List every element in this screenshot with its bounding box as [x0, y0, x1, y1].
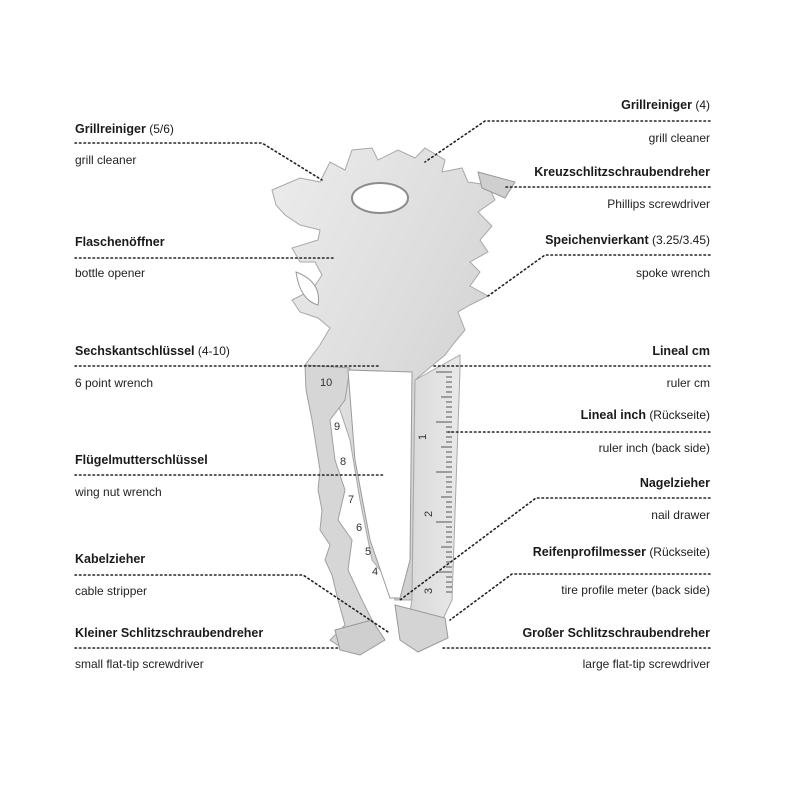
label-en-hex-wrench: 6 point wrench	[75, 376, 154, 390]
label-en-grill-cleaner-56: grill cleaner	[75, 153, 137, 167]
ruler-number-3: 3	[423, 587, 435, 594]
callout-spoke-wrench	[545, 233, 710, 247]
callout-bottle-opener	[75, 235, 165, 249]
callout-ruler-cm	[652, 344, 710, 358]
label-de-suffix: (Rückseite)	[649, 408, 710, 422]
label-de: Kreuzschlitzschraubendreher	[534, 165, 710, 179]
callout-ruler-inch	[581, 408, 710, 422]
label-de: Kabelzieher	[75, 552, 146, 566]
label-de: Nagelzieher	[639, 476, 710, 490]
label-de: Grillreiniger	[75, 122, 146, 136]
ruler-bar	[408, 355, 460, 625]
small-flat-tip	[335, 620, 385, 655]
label-en-cable-stripper: cable stripper	[75, 584, 148, 598]
label-de-suffix: (3.25/3.45)	[651, 233, 710, 247]
label-de: Speichenvierkant	[545, 233, 649, 247]
hex-size-8: 8	[340, 456, 347, 468]
label-de-suffix: (4)	[695, 98, 710, 112]
callout-phillips	[534, 165, 710, 179]
label-en-spoke-wrench: spoke wrench	[635, 266, 710, 280]
label-en-small-flat: small flat-tip screwdriver	[75, 657, 204, 671]
label-en-wing-nut: wing nut wrench	[75, 485, 162, 499]
keyring-hole	[352, 183, 408, 213]
callout-grill-cleaner-56	[75, 122, 174, 136]
callout-small-flat	[75, 626, 263, 640]
label-en-large-flat: large flat-tip screwdriver	[582, 657, 710, 671]
callout-tire-profile	[533, 545, 710, 559]
callout-hex-wrench	[75, 344, 230, 358]
hex-size-9: 9	[334, 421, 341, 433]
label-en-phillips: Phillips screwdriver	[607, 197, 710, 211]
callout-cable-stripper	[75, 552, 145, 566]
callout-nail-drawer	[640, 476, 710, 490]
label-de: Flügelmutterschlüssel	[75, 453, 208, 467]
hex-size-5: 5	[365, 546, 372, 558]
label-en-tire-profile: tire profile meter (back side)	[561, 583, 710, 597]
label-de: Großer Schlitzschraubendreher	[522, 626, 710, 640]
label-de-suffix: (4-10)	[197, 344, 230, 358]
label-de-suffix: (Rückseite)	[649, 545, 710, 559]
ruler-number-2: 2	[423, 510, 435, 517]
hex-size-7: 7	[348, 494, 355, 506]
label-en-grill-cleaner-4: grill cleaner	[648, 131, 710, 145]
hex-size-10: 10	[320, 377, 333, 389]
label-de: Reifenprofilmesser	[532, 545, 646, 559]
callout-wing-nut	[75, 453, 208, 467]
label-de: Kleiner Schlitzschraubendreher	[75, 626, 264, 640]
label-de: Grillreiniger	[621, 98, 692, 112]
callout-grill-cleaner-4	[621, 98, 710, 112]
hex-size-6: 6	[356, 522, 363, 534]
label-de-suffix: (5/6)	[149, 122, 174, 136]
label-de: Flaschenöffner	[75, 235, 165, 249]
label-de: Sechskantschlüssel	[75, 344, 195, 358]
hex-size-4: 4	[372, 566, 379, 578]
callout-large-flat	[522, 626, 710, 640]
label-en-bottle-opener: bottle opener	[75, 266, 146, 280]
ruler-number-1: 1	[417, 433, 429, 440]
label-en-nail-drawer: nail drawer	[651, 508, 710, 522]
label-en-ruler-cm: ruler cm	[666, 376, 710, 390]
label-de: Lineal inch	[580, 408, 646, 422]
label-de: Lineal cm	[652, 344, 710, 358]
label-en-ruler-inch: ruler inch (back side)	[598, 441, 710, 455]
leader-tire-profile	[450, 574, 710, 620]
